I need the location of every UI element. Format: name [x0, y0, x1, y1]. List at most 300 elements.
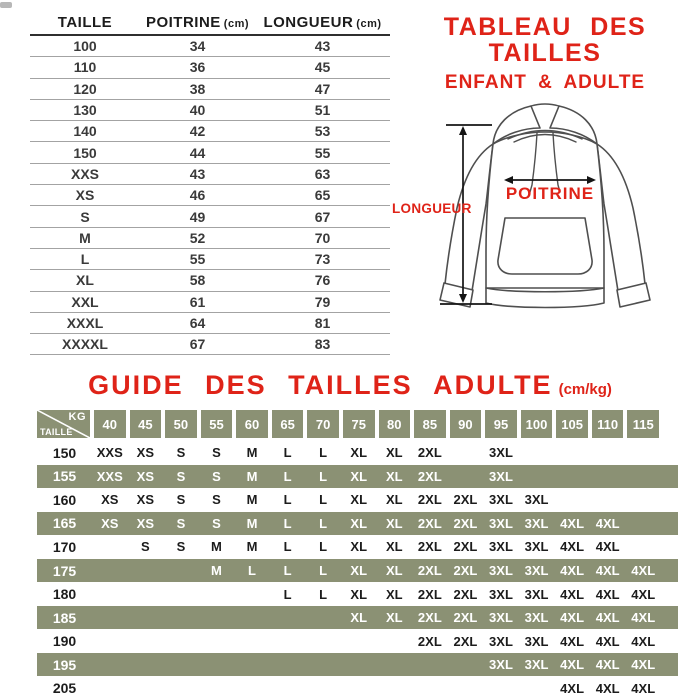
size-table-row	[30, 79, 390, 100]
guide-row-grid	[37, 676, 661, 700]
hood-top-edge	[531, 104, 559, 106]
size-cell: 2XL	[417, 492, 442, 508]
size-cell: XS	[136, 445, 155, 461]
size-cell	[163, 653, 199, 677]
size-cell: 4XL	[595, 633, 620, 649]
size-cell	[163, 582, 199, 606]
size-cell	[377, 653, 413, 677]
size-cell: 4XL	[595, 610, 620, 626]
size-cell: 4XL	[595, 539, 620, 555]
size-cell	[305, 606, 341, 630]
height-row-label: 205	[52, 680, 77, 697]
size-cell: 4XL	[631, 563, 656, 578]
guide-row-grid	[37, 559, 661, 583]
size-cell	[305, 653, 341, 677]
size-cell: M	[211, 539, 222, 555]
chest-value: 34	[189, 38, 206, 55]
size-label: L	[80, 251, 90, 268]
height-row-label: 180	[52, 586, 77, 603]
size-table-row	[30, 142, 390, 163]
size-cell: 3XL	[489, 492, 513, 508]
size-cell: 2XL	[417, 539, 442, 555]
length-value: 81	[314, 315, 331, 331]
length-value: 67	[314, 208, 331, 225]
size-cell: 4XL	[595, 586, 620, 602]
chest-value: 40	[189, 102, 206, 119]
height-row-label: 185	[52, 609, 77, 626]
size-cell	[625, 441, 661, 465]
size-table-body	[30, 36, 390, 355]
size-cell: L	[283, 515, 292, 531]
weight-column-header: 110	[592, 410, 624, 438]
length-value: 70	[314, 229, 331, 246]
size-cell: 4XL	[631, 657, 656, 673]
size-cell: 3XL	[489, 468, 513, 484]
size-label: XXXXL	[62, 336, 108, 353]
size-label: 130	[73, 102, 97, 119]
size-cell: 3XL	[489, 633, 513, 649]
size-table-row	[30, 292, 390, 313]
guide-header-row	[37, 410, 661, 438]
size-cell: 3XL	[489, 657, 513, 673]
size-cell: 4XL	[631, 610, 656, 626]
height-row-label: 165	[52, 515, 77, 532]
size-cell	[163, 606, 199, 630]
size-cell: S	[176, 539, 186, 555]
size-cell	[625, 488, 661, 512]
size-label: 110	[73, 59, 97, 76]
guide-row	[37, 629, 678, 653]
size-cell: 4XL	[595, 563, 620, 578]
chest-value: 42	[189, 123, 206, 140]
size-cell: S	[141, 539, 150, 555]
cm-unit-label: (cm)	[356, 17, 382, 30]
guide-table-body	[37, 441, 678, 700]
size-cell: XS	[101, 515, 119, 531]
size-cell: 2XL	[417, 586, 442, 602]
size-cell: M	[246, 468, 258, 484]
column-header-poitrine	[140, 14, 255, 31]
size-cell: XL	[350, 515, 368, 531]
height-row-label: 190	[52, 633, 77, 650]
size-cell	[590, 441, 626, 465]
size-cell: 3XL	[524, 586, 549, 602]
weight-column-header: 50	[165, 410, 197, 438]
size-cell: XL	[385, 563, 403, 578]
size-cell	[128, 676, 164, 700]
guide-title-text: GUIDE DES TAILLES ADULTE	[88, 370, 553, 400]
weight-column-header: 115	[627, 410, 659, 438]
size-cell	[625, 535, 661, 559]
size-cell	[519, 441, 555, 465]
size-cell	[625, 512, 661, 536]
cm-unit-label: (cm)	[223, 17, 250, 30]
hoodie-illustration	[390, 92, 690, 332]
chest-value: 58	[189, 272, 206, 289]
size-cell: L	[283, 492, 292, 508]
weight-column-header: 90	[450, 410, 482, 438]
size-cell	[128, 629, 164, 653]
size-cell: 2XL	[453, 610, 478, 626]
guide-row-grid	[37, 629, 661, 653]
guide-row-grid	[37, 441, 661, 465]
size-cell: 4XL	[560, 515, 585, 531]
size-cell: L	[283, 468, 292, 484]
weight-column-header: 55	[201, 410, 233, 438]
height-row-label: 160	[52, 491, 77, 508]
guide-row-grid	[37, 488, 661, 512]
size-cell	[92, 629, 128, 653]
size-cell	[377, 629, 413, 653]
size-cell: 2XL	[453, 492, 478, 508]
length-value: 51	[314, 102, 331, 119]
size-cell	[377, 676, 413, 700]
size-table-row	[30, 57, 390, 78]
poitrine-header-label: POITRINE	[145, 13, 221, 31]
size-label: XXS	[70, 165, 99, 182]
size-cell: 2XL	[453, 515, 478, 531]
size-cell: 4XL	[560, 610, 585, 626]
size-cell: 4XL	[560, 563, 585, 578]
size-cell: L	[283, 586, 292, 602]
size-cell: L	[319, 515, 328, 531]
size-cell: 2XL	[417, 610, 442, 626]
title-line-1: TABLEAU DES TAILLES	[443, 13, 647, 68]
size-cell: S	[176, 468, 186, 484]
guide-corner-cell	[37, 410, 90, 438]
size-cell	[92, 559, 128, 583]
length-value: 65	[314, 187, 331, 204]
size-cell: L	[319, 492, 328, 508]
size-cell: XL	[385, 445, 403, 461]
size-cell	[448, 465, 484, 489]
size-cell	[234, 676, 270, 700]
size-cell: 4XL	[560, 657, 585, 673]
size-cell: 3XL	[524, 563, 549, 578]
size-cell	[234, 606, 270, 630]
size-cell	[554, 465, 590, 489]
size-cell	[270, 606, 306, 630]
hoodie-hem-band	[486, 288, 604, 308]
size-cell	[199, 629, 235, 653]
size-table-row	[30, 100, 390, 121]
size-label: 140	[73, 123, 97, 140]
size-cell	[519, 465, 555, 489]
size-cell: XL	[350, 539, 368, 555]
height-row-label: 150	[52, 444, 77, 461]
title-line-2: ENFANT & ADULTE	[444, 71, 646, 93]
size-cell	[448, 653, 484, 677]
size-cell	[92, 676, 128, 700]
size-cell	[519, 676, 555, 700]
size-cell: XL	[350, 563, 368, 578]
size-cell	[92, 606, 128, 630]
size-table-row	[30, 121, 390, 142]
guide-row-grid	[37, 606, 661, 630]
size-cell: 3XL	[524, 610, 549, 626]
size-cell: L	[319, 468, 328, 484]
size-cell: 4XL	[560, 586, 585, 602]
size-cell: XL	[350, 492, 368, 508]
size-cell: 2XL	[453, 633, 478, 649]
child-adult-size-table	[30, 10, 390, 355]
weight-column-header: 80	[379, 410, 411, 438]
size-cell: S	[212, 445, 221, 461]
size-cell	[199, 606, 235, 630]
size-cell	[448, 441, 484, 465]
size-cell: S	[176, 515, 186, 531]
taille-header-label: TAILLE	[57, 13, 113, 31]
weight-column-header: 85	[414, 410, 446, 438]
size-cell	[128, 559, 164, 583]
longueur-label: LONGUEUR	[392, 201, 472, 216]
size-table-row	[30, 270, 390, 291]
size-cell	[590, 488, 626, 512]
size-cell: 2XL	[417, 445, 442, 461]
size-cell	[199, 653, 235, 677]
chest-value: 61	[189, 293, 206, 310]
size-cell: L	[319, 563, 328, 578]
size-cell: M	[211, 563, 222, 578]
guide-row	[37, 535, 678, 559]
size-cell	[305, 629, 341, 653]
size-cell: M	[246, 515, 258, 531]
size-cell: 3XL	[524, 492, 549, 508]
chest-value: 49	[189, 208, 206, 225]
size-cell: XL	[350, 586, 368, 602]
size-cell: XL	[350, 610, 368, 626]
size-cell: 4XL	[631, 633, 656, 649]
size-table-row	[30, 206, 390, 227]
size-cell: XL	[385, 610, 403, 626]
size-cell	[554, 488, 590, 512]
size-table-row	[30, 185, 390, 206]
size-cell	[483, 676, 519, 700]
height-row-label: 175	[52, 562, 77, 579]
size-cell: L	[283, 563, 292, 578]
size-cell	[341, 629, 377, 653]
size-cell	[270, 676, 306, 700]
size-label: XL	[76, 272, 94, 289]
size-cell: L	[248, 563, 256, 578]
size-label: M	[79, 229, 91, 246]
size-cell: XS	[101, 492, 119, 508]
corner-taille-label: TAILLE	[40, 427, 73, 437]
size-cell: 2XL	[453, 539, 478, 555]
size-cell	[234, 582, 270, 606]
size-cell: 4XL	[560, 633, 585, 649]
size-cell: 3XL	[524, 633, 549, 649]
size-cell	[199, 676, 235, 700]
size-cell: M	[246, 492, 258, 508]
weight-column-header: 75	[343, 410, 375, 438]
weight-column-header: 105	[556, 410, 588, 438]
guide-row-grid	[37, 512, 661, 536]
size-table-row	[30, 36, 390, 57]
length-arrow-head-top	[459, 126, 467, 135]
size-cell	[128, 653, 164, 677]
guide-row	[37, 676, 678, 700]
size-cell: M	[246, 539, 258, 555]
size-cell	[554, 441, 590, 465]
size-cell: 4XL	[560, 680, 585, 696]
longueur-header-label: LONGUEUR	[263, 13, 354, 31]
size-cell	[412, 676, 448, 700]
size-cell: L	[283, 539, 292, 555]
chest-value: 67	[189, 336, 206, 353]
size-cell: L	[319, 539, 328, 555]
size-label: 120	[73, 80, 97, 97]
weight-column-header: 60	[236, 410, 268, 438]
size-cell: XXS	[96, 445, 123, 461]
length-value: 47	[314, 80, 331, 97]
guide-row	[37, 582, 678, 606]
guide-row	[37, 441, 678, 465]
size-cell: S	[212, 468, 221, 484]
guide-row	[37, 559, 678, 583]
size-cell: 2XL	[417, 633, 442, 649]
weight-column-header: 95	[485, 410, 517, 438]
size-cell: XL	[385, 586, 403, 602]
size-table-row	[30, 334, 390, 355]
guide-row	[37, 488, 678, 512]
height-row-label: 155	[52, 468, 77, 485]
size-cell	[412, 653, 448, 677]
size-cell: L	[319, 586, 328, 602]
guide-row	[37, 653, 678, 677]
size-table-header-row	[30, 10, 390, 36]
size-cell: 3XL	[524, 539, 549, 555]
size-cell	[270, 653, 306, 677]
chest-value: 52	[189, 229, 206, 246]
size-cell: XL	[385, 468, 403, 484]
size-cell: 3XL	[489, 539, 513, 555]
weight-column-header: 40	[94, 410, 126, 438]
size-cell: S	[212, 515, 221, 531]
size-cell	[163, 559, 199, 583]
size-label: XXL	[71, 293, 99, 310]
size-cell: XL	[350, 445, 368, 461]
height-row-label: 170	[52, 538, 77, 555]
size-cell: XS	[136, 515, 155, 531]
size-cell: S	[176, 492, 186, 508]
corner-kg-label: KG	[68, 411, 86, 423]
guide-row	[37, 465, 678, 489]
page-title	[392, 14, 698, 94]
size-cell: 3XL	[489, 445, 513, 461]
weight-column-header: 100	[521, 410, 553, 438]
guide-row-grid	[37, 465, 661, 489]
size-cell: XL	[385, 539, 403, 555]
size-cell: 4XL	[595, 657, 620, 673]
size-cell	[341, 676, 377, 700]
size-table-row	[30, 228, 390, 249]
chest-value: 64	[189, 315, 206, 331]
chest-value: 46	[189, 187, 206, 204]
weight-column-header: 65	[272, 410, 304, 438]
size-cell	[234, 653, 270, 677]
length-value: 43	[314, 38, 331, 55]
size-cell	[234, 629, 270, 653]
size-cell: S	[212, 492, 221, 508]
size-cell: 3XL	[489, 610, 513, 626]
size-cell: XXS	[96, 468, 123, 484]
size-cell	[448, 676, 484, 700]
size-label: XS	[75, 187, 95, 204]
size-cell: M	[246, 445, 258, 461]
size-cell	[199, 582, 235, 606]
guide-row	[37, 606, 678, 630]
size-label: 150	[73, 144, 97, 161]
size-cell	[341, 653, 377, 677]
size-cell: 3XL	[524, 657, 549, 673]
hoodie-pocket	[498, 218, 592, 274]
chest-value: 55	[189, 251, 206, 268]
size-cell	[590, 465, 626, 489]
length-value: 63	[314, 165, 331, 182]
size-label: S	[80, 208, 90, 225]
height-row-label: 195	[52, 656, 77, 673]
size-cell: 2XL	[453, 586, 478, 602]
size-cell: 3XL	[524, 515, 549, 531]
column-header-longueur	[255, 14, 390, 31]
size-cell: 4XL	[631, 586, 656, 602]
size-cell: L	[319, 445, 328, 461]
guide-title-unit: (cm/kg)	[558, 381, 612, 398]
size-table-row	[30, 313, 390, 334]
size-cell: 2XL	[453, 563, 478, 578]
size-cell	[625, 465, 661, 489]
size-cell	[305, 676, 341, 700]
size-cell: 2XL	[417, 563, 442, 578]
artifact-mark	[0, 2, 12, 8]
poitrine-label: POITRINE	[505, 184, 595, 203]
size-table-row	[30, 164, 390, 185]
size-cell	[163, 676, 199, 700]
size-cell	[92, 535, 128, 559]
size-cell	[163, 629, 199, 653]
size-cell: S	[176, 445, 186, 461]
weight-column-header: 70	[307, 410, 339, 438]
chest-value: 43	[189, 165, 206, 182]
size-cell: 3XL	[489, 586, 513, 602]
size-cell: 4XL	[560, 539, 585, 555]
guide-row-grid	[37, 535, 661, 559]
size-cell: XL	[385, 515, 403, 531]
size-cell	[270, 629, 306, 653]
guide-title	[0, 370, 700, 401]
size-cell: 4XL	[595, 515, 620, 531]
chest-value: 38	[189, 80, 206, 97]
size-label: 100	[73, 38, 97, 55]
size-cell: 3XL	[489, 563, 513, 578]
size-cell: L	[283, 445, 292, 461]
size-cell: 2XL	[417, 515, 442, 531]
guide-row	[37, 512, 678, 536]
length-value: 83	[314, 336, 331, 353]
size-table-row	[30, 249, 390, 270]
chest-value: 44	[189, 144, 206, 161]
adult-size-guide-table	[37, 410, 678, 700]
size-cell: XL	[385, 492, 403, 508]
guide-row-grid	[37, 582, 661, 606]
size-cell: 4XL	[595, 680, 620, 696]
length-value: 55	[314, 144, 331, 161]
weight-column-header: 45	[130, 410, 162, 438]
size-cell: XS	[136, 492, 155, 508]
chest-value: 36	[189, 59, 206, 76]
size-cell: 3XL	[489, 515, 513, 531]
